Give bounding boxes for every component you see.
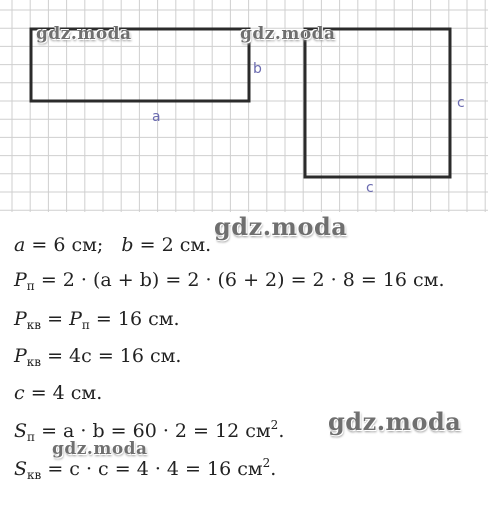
var-p: P <box>69 308 82 330</box>
label-c-side: c <box>457 95 465 111</box>
superscript: 2 <box>262 456 271 470</box>
subscript: п <box>81 318 90 332</box>
subscript: п <box>26 279 35 293</box>
superscript: 2 <box>270 418 279 432</box>
text: = 16 см. <box>89 308 180 330</box>
solution-line-5 <box>14 381 102 405</box>
var-b: b <box>121 234 134 256</box>
var-s: S <box>14 420 28 442</box>
watermark: gdz.moda <box>214 212 348 241</box>
var-p: P <box>14 269 27 291</box>
var-a: a <box>14 234 26 256</box>
text: = a · b = 60 · 2 = 12 см <box>35 420 271 442</box>
var-p: P <box>14 345 27 367</box>
label-b: b <box>253 61 262 77</box>
var-c: c <box>14 382 25 404</box>
text: = 6 см; <box>25 234 122 256</box>
watermark: gdz.moda <box>240 24 336 44</box>
text: = 4 см. <box>24 382 103 404</box>
text: = <box>41 308 70 330</box>
text: . <box>278 420 285 442</box>
watermark: gdz.moda <box>52 439 148 459</box>
solution-line-1 <box>14 233 211 257</box>
label-a: a <box>152 109 161 125</box>
text: = 2 · (a + b) = 2 · (6 + 2) = 2 · 8 = 16 см. <box>34 269 445 291</box>
solution-line-2 <box>14 268 445 292</box>
subscript: кв <box>26 318 42 332</box>
text: = c · c = 4 · 4 = 16 см <box>41 458 263 480</box>
solution-line-7 <box>14 457 276 481</box>
text: = 4c = 16 см. <box>41 345 182 367</box>
solution-line-6 <box>14 419 284 443</box>
text: . <box>270 458 277 480</box>
var-s: S <box>14 458 28 480</box>
watermark: gdz.moda <box>36 24 132 44</box>
subscript: п <box>27 430 36 444</box>
label-c-bottom: c <box>366 180 374 196</box>
solution-line-4 <box>14 344 181 368</box>
watermark: gdz.moda <box>328 407 462 436</box>
subscript: кв <box>27 468 42 482</box>
var-p: P <box>14 308 27 330</box>
solution-line-3 <box>14 307 180 331</box>
subscript: кв <box>26 355 42 369</box>
square-c <box>305 29 450 177</box>
text: = 2 см. <box>133 234 212 256</box>
